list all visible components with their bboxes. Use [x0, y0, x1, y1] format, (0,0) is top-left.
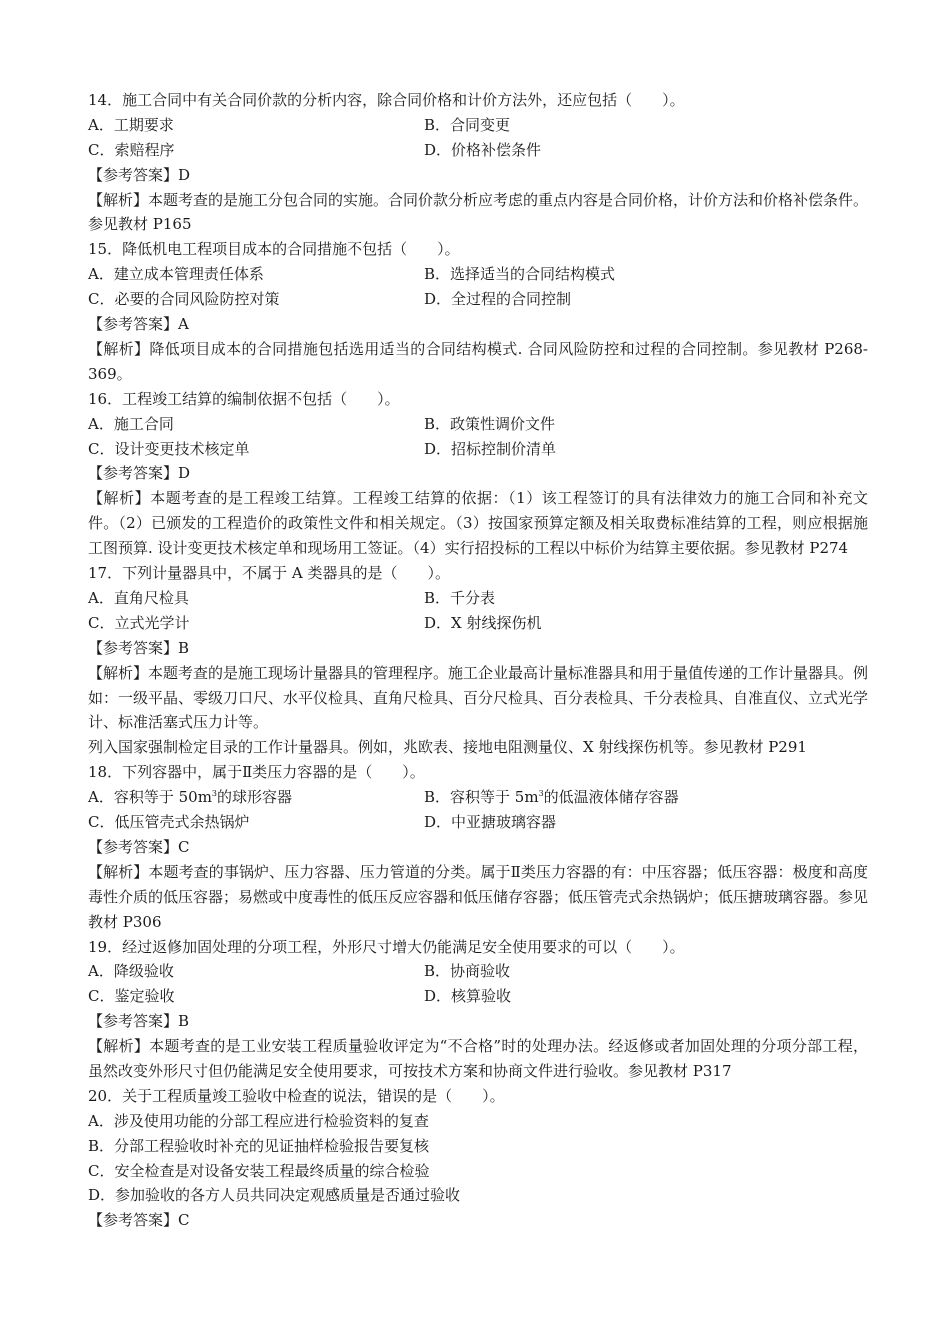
- option-b: B．选择适当的合同结构模式: [424, 265, 616, 284]
- question-15: [88, 237, 868, 386]
- options-row: [88, 437, 868, 462]
- option-d: D．中亚搪玻璃容器: [424, 813, 557, 831]
- analysis: 【解析】降低项目成本的合同措施包括选用适当的合同结构模式. 合同风险防控和过程的合同控制。参见教材 P268-369。: [88, 339, 868, 383]
- option-a: A．工期要求: [88, 115, 174, 134]
- options-row: [88, 287, 868, 312]
- options-row: [88, 611, 868, 636]
- question-stem: 17．下列计量器具中，不属于 A 类器具的是（ ）。: [88, 564, 450, 583]
- option-a: A．建立成本管理责任体系: [88, 265, 264, 284]
- option-c: C．索赔程序: [88, 140, 175, 159]
- option-a: A．施工合同: [88, 414, 174, 433]
- option-b: [424, 785, 868, 810]
- option-a: [88, 785, 424, 810]
- option-a-tail: 的球形容器: [217, 788, 293, 807]
- question-19: [88, 935, 868, 1084]
- analysis: 【解析】本题考查的是工程竣工结算。工程竣工结算的依据：（1）该工程签订的具有法律效力的施工合同和补充文件。（2）已颁发的工程造价的政策性文件和相关规定。（3）按国家预算定额及相关取费标准结算的工程，则应根据施工图预算. 设计变更技术核定单和现场用工签证。（4）实行招投标的工程以中标价为结算主要依据。参见教材 P274: [88, 489, 868, 558]
- option-b: B．协商验收: [424, 962, 511, 981]
- option-a: A．降级验收: [88, 962, 174, 981]
- answer: 【参考答案】A: [88, 315, 189, 334]
- analysis-continued: 列入国家强制检定目录的工作计量器具。例如，兆欧表、接地电阻测量仪、X 射线探伤机等。参见教材 P291: [88, 738, 807, 757]
- question-14: [88, 88, 868, 237]
- option-d: D．全过程的合同控制: [424, 290, 572, 309]
- question-stem: 20．关于工程质量竣工验收中检查的说法，错误的是（ ）。: [88, 1086, 505, 1105]
- question-stem: 18．下列容器中，属于Ⅱ类压力容器的是（ ）。: [88, 763, 425, 782]
- answer: 【参考答案】B: [88, 638, 190, 657]
- option-d: D．X 射线探伤机: [424, 613, 542, 632]
- option-b: B．千分表: [424, 588, 496, 607]
- option-c: C．鉴定验收: [88, 987, 175, 1006]
- answer: 【参考答案】C: [88, 837, 190, 856]
- option-d: D．核算验收: [424, 987, 512, 1006]
- analysis: 【解析】本题考查的事锅炉、压力容器、压力管道的分类。属于Ⅱ类压力容器的有：中压容器；低压容器：极度和高度毒性介质的低压容器；易燃或中度毒性的低压反应容器和低压储存容器；低压管壳式余热锅炉；低压搪玻璃容器。参见教材 P306: [88, 862, 869, 931]
- question-17: [88, 561, 868, 760]
- question-stem: 14．施工合同中有关合同价款的分析内容，除合同价格和计价方法外，还应包括（ ）。: [88, 91, 685, 109]
- document-page: [88, 88, 868, 1233]
- options-row: [88, 984, 868, 1009]
- answer: 【参考答案】D: [88, 165, 191, 184]
- option-d: D．价格补偿条件: [424, 140, 542, 159]
- option-b: B．分部工程验收时补充的见证抽样检验报告要复核: [88, 1136, 430, 1155]
- analysis: 【解析】本题考查的是工业安装工程质量验收评定为“不合格”时的处理办法。经返修或者加固处理的分项分部工程，虽然改变外形尺寸但仍能满足安全使用要求，可按技术方案和协商文件进行验收。参见教材 P317: [88, 1037, 868, 1080]
- option-b: B．合同变更: [424, 115, 511, 134]
- analysis: 【解析】本题考查的是施工现场计量器具的管理程序。施工企业最高计量标准器具和用于量值传递的工作计量器具。例如：一级平晶、零级刀口尺、水平仪检具、直角尺检具、百分尺检具、百分表检具、千分表检具、自准直仪、立式光学计、标准活塞式压力计等。: [88, 663, 869, 732]
- options-row: [88, 138, 868, 163]
- analysis: 【解析】本题考查的是施工分包合同的实施。合同价款分析应考虑的重点内容是合同价格，计价方法和价格补偿条件。参见教材 P165: [88, 190, 869, 234]
- superscript: 3: [211, 789, 218, 799]
- options-row: [88, 113, 868, 138]
- option-b: B．政策性调价文件: [424, 414, 556, 433]
- answer: 【参考答案】B: [88, 1012, 190, 1031]
- option-b-tail: 的低温液体储存容器: [543, 788, 679, 807]
- option-d: D．招标控制价清单: [424, 439, 557, 458]
- options-row: [88, 959, 868, 984]
- question-16: [88, 387, 868, 561]
- question-stem: 15．降低机电工程项目成本的合同措施不包括（ ）。: [88, 240, 460, 259]
- option-c: C．立式光学计: [88, 613, 190, 632]
- option-c: C．必要的合同风险防控对策: [88, 290, 280, 309]
- option-c: C．低压管壳式余热锅炉: [88, 813, 250, 831]
- options-row: [88, 262, 868, 287]
- option-a: A．直角尺检具: [88, 588, 189, 607]
- question-20: [88, 1084, 868, 1233]
- options-row: [88, 586, 868, 611]
- superscript: 3: [538, 789, 544, 799]
- option-d: D．参加验收的各方人员共同决定观感质量是否通过验收: [88, 1186, 461, 1205]
- answer: 【参考答案】D: [88, 464, 191, 483]
- question-18: [88, 760, 868, 934]
- question-stem: 19．经过返修加固处理的分项工程，外形尺寸增大仍能满足安全使用要求的可以（ ）。: [88, 937, 685, 956]
- option-b-text: B．容积等于 5m: [424, 788, 539, 807]
- option-c: C．设计变更技术核定单: [88, 439, 250, 458]
- options-row: [88, 810, 868, 835]
- option-c: C．安全检查是对设备安装工程最终质量的综合检验: [88, 1161, 430, 1180]
- options-row: [88, 412, 868, 437]
- options-row: [88, 785, 868, 810]
- option-a-text: A．容积等于 50m: [88, 788, 212, 807]
- answer: 【参考答案】C: [88, 1211, 190, 1230]
- question-stem: 16．工程竣工结算的编制依据不包括（ ）。: [88, 389, 400, 408]
- option-a: A．涉及使用功能的分部工程应进行检验资料的复查: [88, 1111, 429, 1130]
